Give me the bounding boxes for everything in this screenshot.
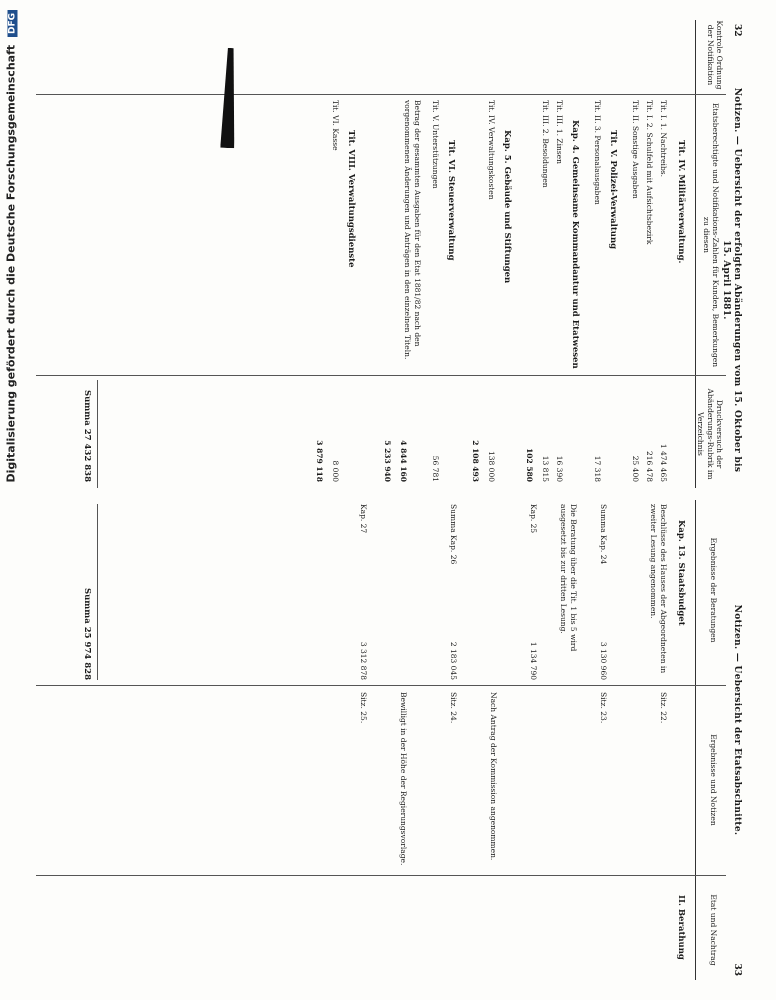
sitting-ref: Sitz. 24. (449, 692, 458, 724)
entry-amount: 3 312 878 (359, 641, 368, 680)
entry-label: Tit. I. 2. Schulfeld mit Aufsichtsbezirk (645, 100, 654, 245)
column-headers-right (695, 500, 726, 980)
section-title: Tit. IV. Militärverwaltung. (676, 140, 686, 264)
entry-amount: 138 000 (487, 450, 496, 482)
entry-label: Kap. 25 (529, 504, 538, 534)
right-page (28, 500, 748, 980)
entry-label: Tit. V. Unterstützungen (431, 100, 440, 189)
entry-label: Tit. VI. Kasse (331, 100, 340, 151)
column-headers-left (695, 20, 726, 488)
sitting-ref: Sitz. 22. (659, 692, 668, 724)
entry-amount: 16 390 (555, 455, 564, 482)
subtotal: 3 879 118 (315, 440, 324, 482)
section-title: Kap. 4. Gemeinsame Kommandantur und Etatwesen (570, 120, 580, 369)
running-head-right: Notizen. — Uebersicht der Etatsabschnitte. (732, 604, 742, 836)
note-paragraph: Die Beratung über die Tit. 1 bis 5 wird ausgesetzt bis zur dritten Lesung. (559, 504, 578, 652)
col-head-2: Etatsberechtigte und Notifikations-Zahlen für Kunden, Bemerkungen zu diesen (701, 102, 720, 368)
entry-amount: 2 183 045 (449, 641, 458, 680)
col-head-3: Etat und Nachtrag (709, 894, 718, 966)
col-head-1: Ergebnisse der Beratungen (709, 537, 718, 643)
section-title: Kap. 13. Staatsbudget (676, 520, 686, 626)
page-number-right: 33 (732, 963, 742, 976)
footer-banner (0, 0, 22, 1000)
entry-label: Tit. III. 1. Zinsen (555, 100, 564, 164)
entry-label: Tit. IV. Verwaltungskosten (487, 100, 496, 200)
page-number-left: 32 (732, 24, 742, 37)
entry-label: Tit. II. 3. Personalausgaben (593, 100, 602, 205)
entry-label: Tit. II. Sonstige Ausgaben (631, 100, 640, 199)
left-page (28, 20, 748, 488)
column-rule (36, 94, 726, 95)
entry-amount: 25 400 (631, 455, 640, 482)
section-title: Kap. 5. Gebäude und Stiftungen (502, 130, 512, 284)
col-head-2: Ergebnisse und Notizen (709, 734, 718, 826)
section-title: II. Berathung (676, 895, 686, 960)
entry-amount: 1 474 465 (659, 443, 668, 482)
entry-label: Tit. I. 1. Nachtreibs. (659, 100, 668, 177)
total-rule (97, 504, 98, 680)
dfg-logo: DFG (8, 10, 18, 37)
column-rule (36, 375, 726, 376)
entry-amount: 216 478 (645, 450, 654, 482)
subtotal: 102 580 (525, 448, 534, 482)
col-head-1: Kontrole Ordnung der Notifikation (705, 20, 724, 90)
entry-amount: 13 815 (541, 455, 550, 482)
note-paragraph: Beschlüsse des Hauses der Abgeordneten in zweiter Lesung angenommen. (649, 504, 668, 674)
column-rule (36, 685, 726, 686)
entry-label: Summa Kap. 24 (599, 504, 608, 565)
funding-note: Digitalisierung gefördert durch die Deutsche Forschungsgemeinschaft (4, 44, 18, 483)
note-paragraph: Bewilligt in der Höhe der Regierungsvorlage. (399, 692, 408, 866)
entry-amount: 1 134 790 (529, 641, 538, 680)
rotated-sheet (28, 20, 748, 980)
sitting-ref: Sitz. 23. (599, 692, 608, 724)
note-paragraph: Betrag der gesammten Ausgaben für den Etat 1881/82 nach den vorgenommenen Änderungen und Anträgen in den einzelnen Titeln. (403, 100, 422, 360)
entry-label: Tit. III. 2. Besoldungen (541, 100, 550, 188)
subtotal: 4 844 160 (399, 440, 408, 482)
subtotal: 2 108 493 (471, 440, 480, 482)
column-rule (36, 875, 726, 876)
entry-amount: 8 000 (331, 460, 340, 482)
section-title: Tit. VIII. Verwaltungsdienste (346, 130, 356, 268)
entry-label: Kap. 27 (359, 504, 368, 534)
entry-amount: 3 130 960 (599, 641, 608, 680)
subtotal: 5 233 940 (383, 440, 392, 482)
grand-total: Summa 27 432 838 (82, 389, 92, 482)
grand-total: Summa 25 974 828 (82, 587, 92, 680)
entry-amount: 56 781 (431, 455, 440, 482)
sitting-ref: Sitz. 25. (359, 692, 368, 724)
section-title: Tit. VI. Steuerverwaltung (446, 140, 456, 261)
col-head-3: Druckversuch der Abänderungs-Rubrik im Verzeichnis (696, 388, 724, 480)
running-head-left: Notizen. — Uebersicht der erfolgten Abänderungen vom 15. Oktober bis 15. April 1881. (720, 87, 742, 473)
footer-text (5, 10, 18, 990)
note-paragraph: Nach Antrag der Kommission angenommen. (489, 692, 498, 861)
entry-amount: 17 318 (593, 455, 602, 482)
entry-label: Summa Kap. 26 (449, 504, 458, 565)
section-title: Tit. V. Polizei-Verwaltung (608, 130, 618, 250)
total-rule (97, 380, 98, 488)
